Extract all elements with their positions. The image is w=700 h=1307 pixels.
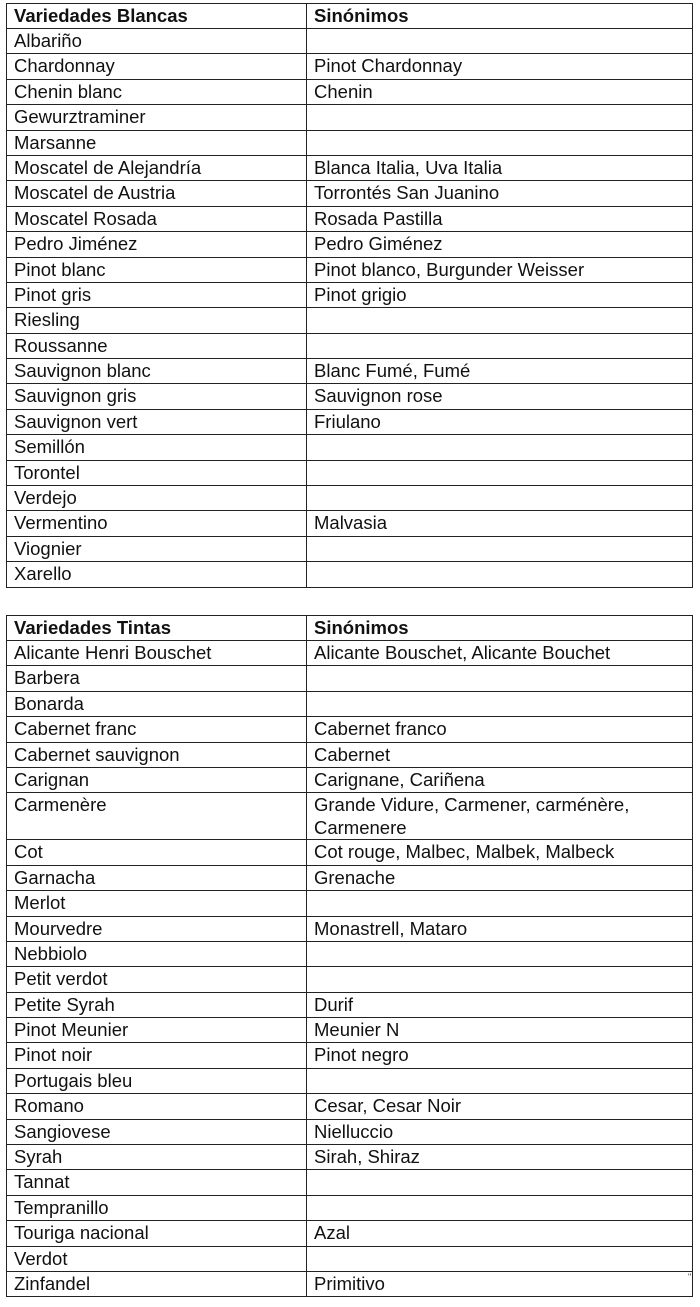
synonyms-cell: Nielluccio xyxy=(307,1119,693,1144)
table-row xyxy=(7,1018,693,1043)
variety-cell: Verdot xyxy=(7,1246,307,1271)
table-row xyxy=(7,1271,693,1296)
variety-cell: Sauvignon vert xyxy=(7,409,307,434)
synonyms-cell: Azal xyxy=(307,1221,693,1246)
variety-cell: Gewurztraminer xyxy=(7,105,307,130)
table-row xyxy=(7,1043,693,1068)
synonyms-cell xyxy=(307,333,693,358)
column-header-synonyms: Sinónimos xyxy=(307,4,693,29)
synonyms-cell xyxy=(307,562,693,587)
variety-cell: Cabernet franc xyxy=(7,717,307,742)
variety-cell: Pedro Jiménez xyxy=(7,232,307,257)
variety-cell: Merlot xyxy=(7,891,307,916)
table-row xyxy=(7,333,693,358)
synonyms-cell: Grande Vidure, Carmener, carménère, Carmenere xyxy=(307,793,693,840)
synonyms-cell: Pinot Chardonnay xyxy=(307,54,693,79)
table-row xyxy=(7,282,693,307)
variety-cell: Barbera xyxy=(7,666,307,691)
table-row xyxy=(7,1094,693,1119)
table-row xyxy=(7,967,693,992)
table-row xyxy=(7,793,693,840)
table-row xyxy=(7,105,693,130)
table-row xyxy=(7,767,693,792)
synonyms-cell xyxy=(307,691,693,716)
table-row xyxy=(7,536,693,561)
variety-cell: Bonarda xyxy=(7,691,307,716)
variety-cell: Mourvedre xyxy=(7,916,307,941)
variety-cell: Chardonnay xyxy=(7,54,307,79)
synonyms-cell xyxy=(307,891,693,916)
table-row xyxy=(7,29,693,54)
synonyms-cell: Malvasia xyxy=(307,511,693,536)
synonyms-cell xyxy=(307,308,693,333)
table-row xyxy=(7,1221,693,1246)
synonyms-cell: Pinot grigio xyxy=(307,282,693,307)
header-row xyxy=(7,4,693,29)
synonyms-cell: Sauvignon rose xyxy=(307,384,693,409)
variety-cell: Romano xyxy=(7,1094,307,1119)
variety-cell: Moscatel de Alejandría xyxy=(7,155,307,180)
table-row xyxy=(7,486,693,511)
synonyms-cell xyxy=(307,666,693,691)
variety-cell: Carmenère xyxy=(7,793,307,840)
synonyms-cell xyxy=(307,1068,693,1093)
variety-cell: Semillón xyxy=(7,435,307,460)
synonyms-cell xyxy=(307,967,693,992)
synonyms-cell: Blanc Fumé, Fumé xyxy=(307,359,693,384)
synonyms-cell: Pinot negro xyxy=(307,1043,693,1068)
table-row xyxy=(7,308,693,333)
table-row xyxy=(7,941,693,966)
table-row xyxy=(7,54,693,79)
synonyms-cell: Carignane, Cariñena xyxy=(307,767,693,792)
variety-cell: Petit verdot xyxy=(7,967,307,992)
table-row xyxy=(7,1170,693,1195)
variety-cell: Tempranillo xyxy=(7,1195,307,1220)
synonyms-cell xyxy=(307,460,693,485)
synonyms-cell: Cabernet franco xyxy=(307,717,693,742)
table-row xyxy=(7,257,693,282)
synonyms-cell: Rosada Pastilla xyxy=(307,206,693,231)
table-row xyxy=(7,891,693,916)
variety-cell: Moscatel de Austria xyxy=(7,181,307,206)
table-row xyxy=(7,742,693,767)
synonyms-cell: Cabernet xyxy=(307,742,693,767)
table-row xyxy=(7,181,693,206)
table-row xyxy=(7,435,693,460)
synonyms-cell: Chenin xyxy=(307,79,693,104)
table-row xyxy=(7,409,693,434)
variety-cell: Touriga nacional xyxy=(7,1221,307,1246)
variety-cell: Sangiovese xyxy=(7,1119,307,1144)
synonyms-cell xyxy=(307,29,693,54)
table-row xyxy=(7,992,693,1017)
variety-cell: Albariño xyxy=(7,29,307,54)
table-row xyxy=(7,511,693,536)
table-row xyxy=(7,641,693,666)
synonyms-cell xyxy=(307,536,693,561)
synonyms-cell: Torrontés San Juanino xyxy=(307,181,693,206)
synonyms-cell: Cot rouge, Malbec, Malbek, Malbeck xyxy=(307,840,693,865)
variety-cell: Pinot gris xyxy=(7,282,307,307)
variety-cell: Syrah xyxy=(7,1145,307,1170)
synonyms-cell xyxy=(307,1195,693,1220)
variety-cell: Moscatel Rosada xyxy=(7,206,307,231)
white-varieties-table xyxy=(6,3,693,588)
table-row xyxy=(7,232,693,257)
variety-cell: Alicante Henri Bouschet xyxy=(7,641,307,666)
variety-cell: Cot xyxy=(7,840,307,865)
table-row xyxy=(7,562,693,587)
red-varieties-body xyxy=(7,641,693,1297)
variety-cell: Roussanne xyxy=(7,333,307,358)
table-row xyxy=(7,1068,693,1093)
synonyms-cell xyxy=(307,105,693,130)
synonyms-cell xyxy=(307,1246,693,1271)
variety-cell: Nebbiolo xyxy=(7,941,307,966)
synonyms-cell: Pedro Giménez xyxy=(307,232,693,257)
variety-cell: Marsanne xyxy=(7,130,307,155)
synonyms-cell: Blanca Italia, Uva Italia xyxy=(307,155,693,180)
variety-cell: Tannat xyxy=(7,1170,307,1195)
page-mark: " xyxy=(688,1272,692,1282)
variety-cell: Zinfandel xyxy=(7,1271,307,1296)
table-row xyxy=(7,359,693,384)
synonyms-cell xyxy=(307,486,693,511)
table-row xyxy=(7,916,693,941)
synonyms-cell xyxy=(307,130,693,155)
table-row xyxy=(7,691,693,716)
variety-cell: Garnacha xyxy=(7,865,307,890)
synonyms-cell: Durif xyxy=(307,992,693,1017)
variety-cell: Verdejo xyxy=(7,486,307,511)
column-header-synonyms: Sinónimos xyxy=(307,616,693,641)
synonyms-cell: Primitivo xyxy=(307,1271,693,1296)
variety-cell: Chenin blanc xyxy=(7,79,307,104)
synonyms-cell: Cesar, Cesar Noir xyxy=(307,1094,693,1119)
table-row xyxy=(7,1119,693,1144)
synonyms-cell: Pinot blanco, Burgunder Weisser xyxy=(307,257,693,282)
table-row xyxy=(7,155,693,180)
table-row xyxy=(7,865,693,890)
synonyms-cell: Alicante Bouschet, Alicante Bouchet xyxy=(307,641,693,666)
variety-cell: Portugais bleu xyxy=(7,1068,307,1093)
variety-cell: Petite Syrah xyxy=(7,992,307,1017)
table-row xyxy=(7,79,693,104)
variety-cell: Pinot Meunier xyxy=(7,1018,307,1043)
column-header-variety: Variedades Blancas xyxy=(7,4,307,29)
table-row xyxy=(7,206,693,231)
synonyms-cell: Meunier N xyxy=(307,1018,693,1043)
white-varieties-body xyxy=(7,29,693,588)
table-row xyxy=(7,666,693,691)
table-row xyxy=(7,1195,693,1220)
table-row xyxy=(7,1246,693,1271)
synonyms-cell: Friulano xyxy=(307,409,693,434)
variety-cell: Riesling xyxy=(7,308,307,333)
synonyms-cell xyxy=(307,435,693,460)
variety-cell: Sauvignon blanc xyxy=(7,359,307,384)
synonyms-cell: Grenache xyxy=(307,865,693,890)
header-row xyxy=(7,616,693,641)
synonyms-cell: Monastrell, Mataro xyxy=(307,916,693,941)
synonyms-cell xyxy=(307,941,693,966)
table-row xyxy=(7,130,693,155)
variety-cell: Pinot blanc xyxy=(7,257,307,282)
table-row xyxy=(7,460,693,485)
variety-cell: Cabernet sauvignon xyxy=(7,742,307,767)
table-row xyxy=(7,840,693,865)
variety-cell: Sauvignon gris xyxy=(7,384,307,409)
variety-cell: Vermentino xyxy=(7,511,307,536)
synonyms-cell: Sirah, Shiraz xyxy=(307,1145,693,1170)
variety-cell: Viognier xyxy=(7,536,307,561)
table-row xyxy=(7,1145,693,1170)
synonyms-cell xyxy=(307,1170,693,1195)
variety-cell: Carignan xyxy=(7,767,307,792)
column-header-variety: Variedades Tintas xyxy=(7,616,307,641)
variety-cell: Torontel xyxy=(7,460,307,485)
red-varieties-table xyxy=(6,615,693,1297)
variety-cell: Pinot noir xyxy=(7,1043,307,1068)
table-row xyxy=(7,384,693,409)
table-row xyxy=(7,717,693,742)
variety-cell: Xarello xyxy=(7,562,307,587)
